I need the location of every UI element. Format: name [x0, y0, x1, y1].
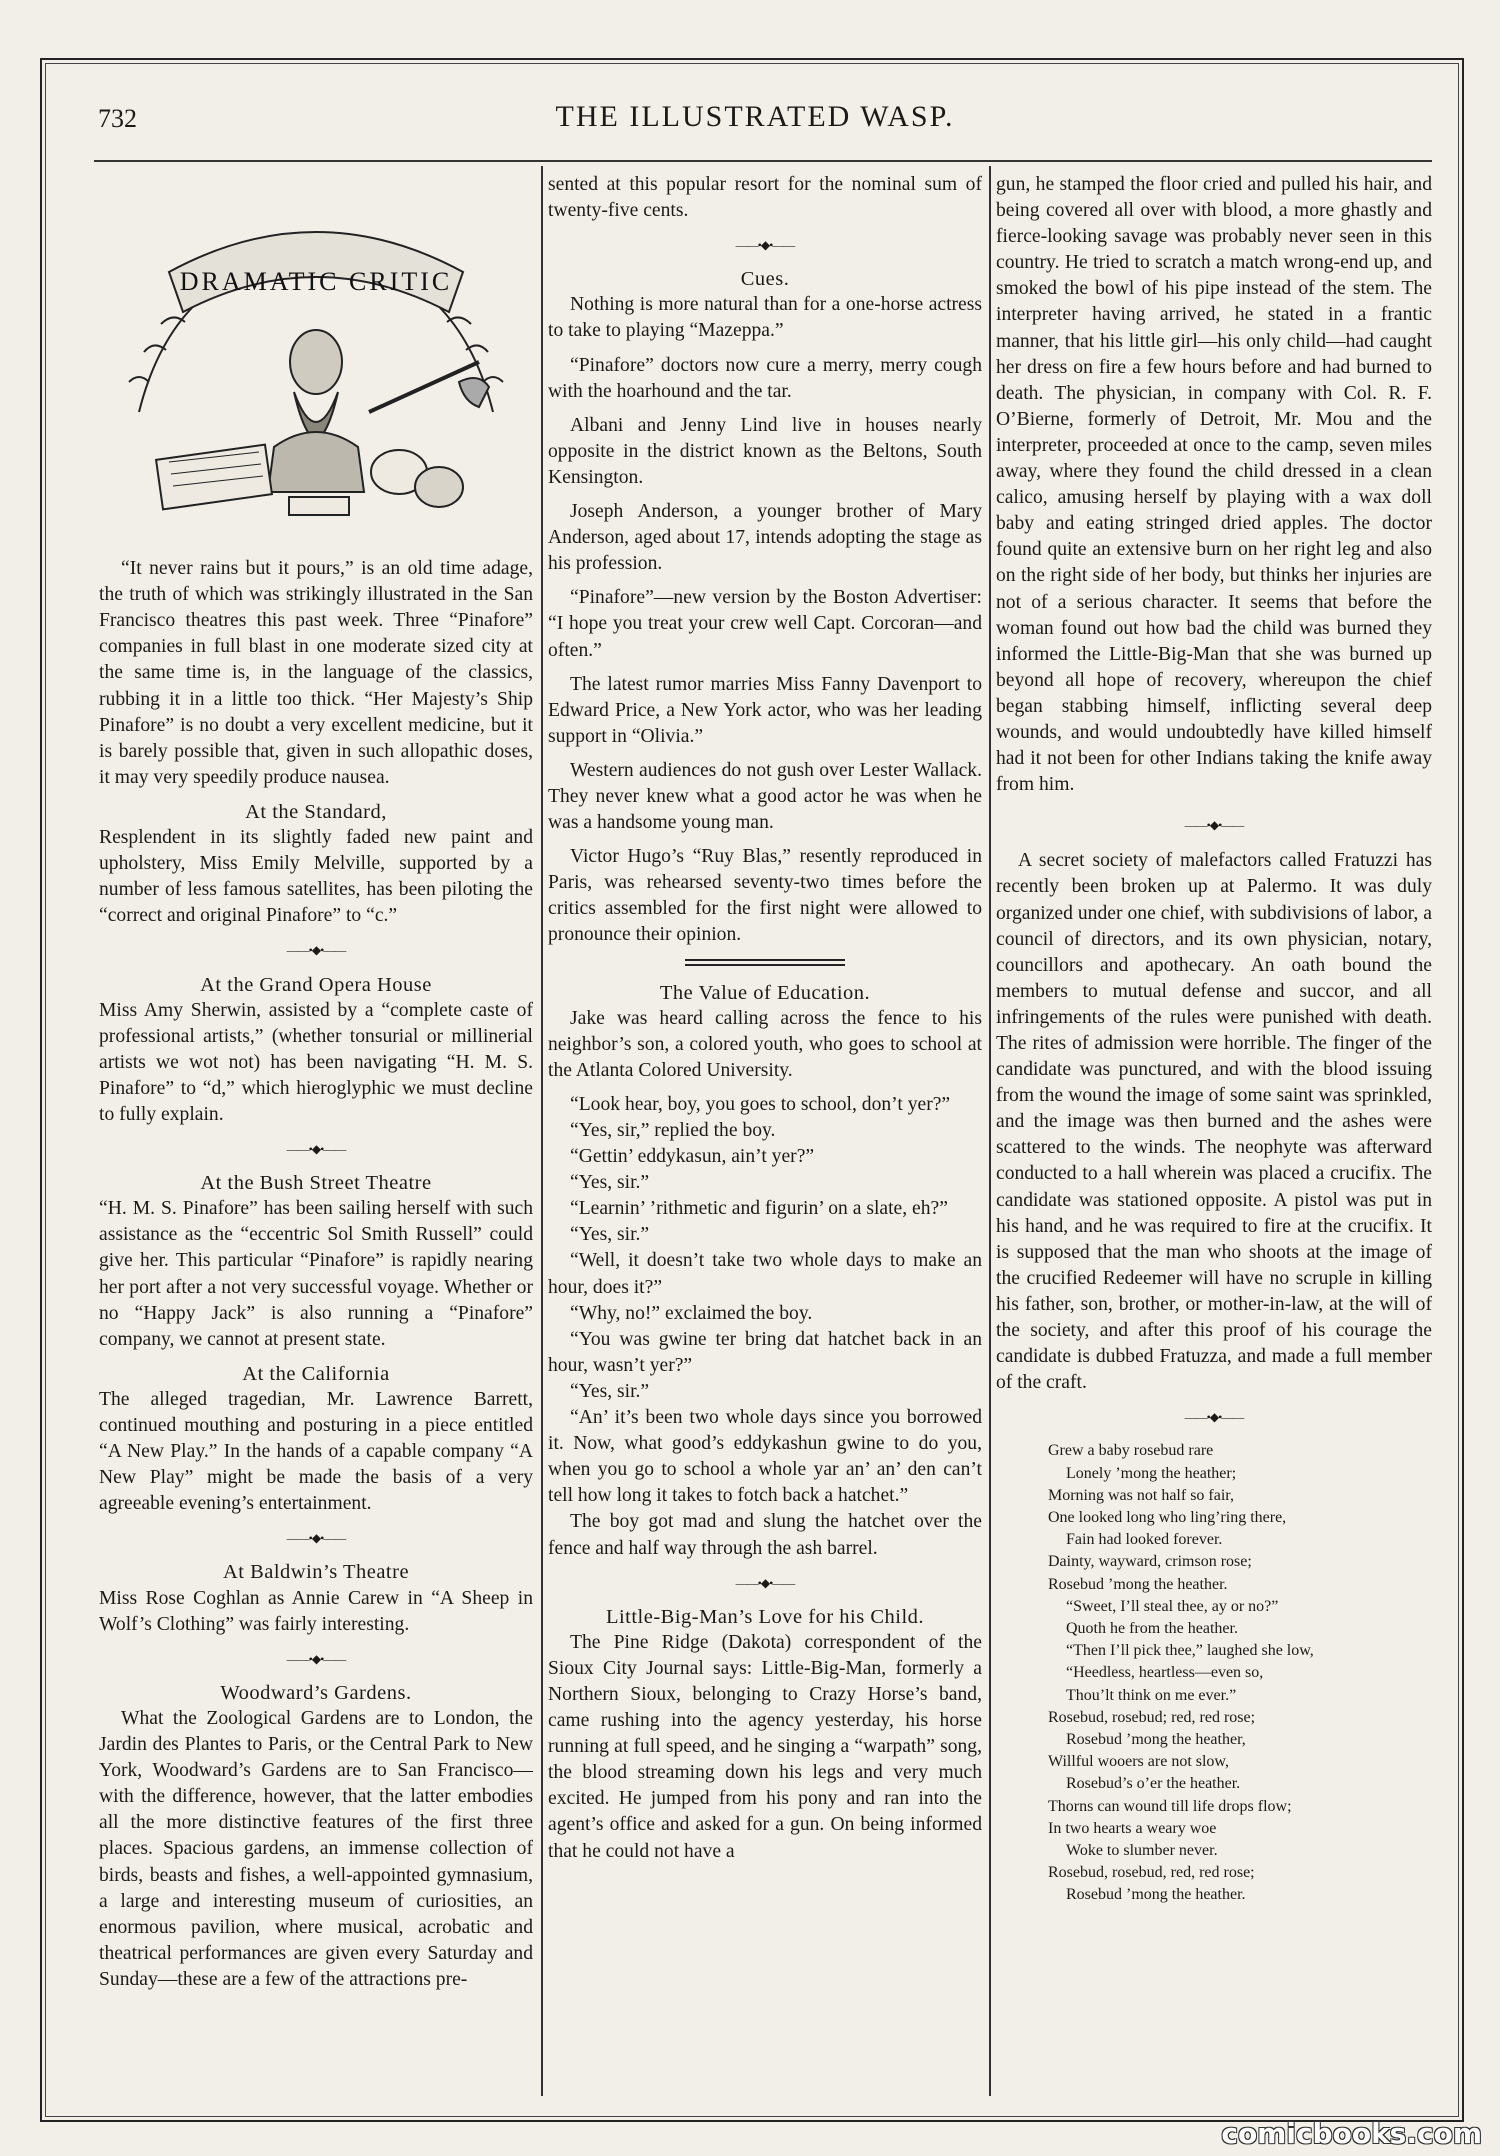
paragraph-continued: sented at this popular resort for the nominal sum of twenty-five cents. [548, 174, 982, 222]
paragraph-woodward: What the Zoological Gardens are to London, the Jardin des Plantes to Paris, or the Central Park to New York, Woodward’s Gardens are to San Francisco—with the difference, however, that the latter embodies all the more distinctive features of the first three places. Spacious gardens, an immense collection of birds, beasts and fishes, a well-appointed gymnasium, a large and interesting museum of curiosities, an enormous pavilion, where musical, acrobatic and theatrical performances are given every Saturday and Sunday—these are a few of the attractions pre- [99, 1707, 533, 1990]
poem-line: Rosebud’s o’er the heather. [1066, 1775, 1241, 1793]
double-rule [685, 959, 845, 966]
heading-cues: Cues. [740, 268, 790, 291]
ornament-divider: ——•◆•—— [735, 1575, 795, 1590]
poem-line: Grew a baby rosebud rare [1048, 1442, 1214, 1460]
rosebud-poem [996, 1440, 1432, 1906]
education-line: Jake was heard calling across the fence to his neighbor’s son, a colored youth, who goes to school at the Atlanta Colored University. [548, 1007, 982, 1081]
heading-education: The Value of Education. [659, 981, 871, 1004]
ornament-divider: ——•◆•—— [1184, 818, 1244, 833]
watermark: comicbooks.com [1221, 2117, 1482, 2150]
poem-line: Dainty, wayward, crimson rose; [1048, 1553, 1252, 1571]
education-line: “Yes, sir.” [570, 1224, 650, 1246]
poem-line: Thou’lt think on me ever.” [1066, 1686, 1237, 1704]
education-line: “You was gwine ter bring dat hatchet back in an hour, wasn’t yer?” [548, 1328, 982, 1376]
education-line: “Yes, sir.” [570, 1380, 650, 1402]
poem-line: Rosebud, rosebud, red, red rose; [1048, 1864, 1255, 1882]
paragraph-bush-street: “H. M. S. Pinafore” has been sailing herself with such assistance as the “eccentric Sol Smith Russell” could give her. This particular “Pinafore” is rapidly nearing her port after a not very successful voyage. Whether or no “Happy Jack” is also running a “Pinafore” company, we cannot at present state. [99, 1198, 533, 1350]
heading-woodward: Woodward’s Gardens. [220, 1681, 412, 1704]
ornament-divider: ——•◆•—— [735, 238, 795, 253]
education-line: “Learnin’ ’rithmetic and figurin’ on a slate, eh?” [570, 1198, 948, 1220]
heading-little-big-man: Little-Big-Man’s Love for his Child. [605, 1605, 925, 1628]
poem-line: Rosebud, rosebud; red, red rose; [1048, 1708, 1256, 1726]
education-line: “Look hear, boy, you goes to school, don’t yer?” [570, 1093, 951, 1115]
heading-standard: At the Standard, [245, 800, 387, 823]
column-3 [996, 172, 1432, 2082]
cue-item: Western audiences do not gush over Lester Wallack. They never knew what a good actor he was when he was a handsome young man. [548, 759, 982, 834]
poem-line: Woke to slumber never. [1066, 1842, 1218, 1860]
paragraph-baldwin: Miss Rose Coghlan as Annie Carew in “A Sheep in Wolf’s Clothing” was fairly interesting. [99, 1587, 533, 1635]
poem-line: One looked long who ling’ring there, [1048, 1509, 1287, 1527]
heading-california: At the California [242, 1362, 390, 1385]
cue-item: “Pinafore” doctors now cure a merry, merry cough with the hoarhound and the tar. [548, 354, 982, 402]
cue-item: Victor Hugo’s “Ruy Blas,” resently reproduced in Paris, was rehearsed seventy-two times before the critics assembled for the first night were allowed to pronounce their opinion. [548, 846, 982, 946]
cue-item: “Pinafore”—new version by the Boston Advertiser: “I hope you treat your crew well Capt. Corcoran—and often.” [548, 587, 982, 661]
heading-bush-street: At the Bush Street Theatre [200, 1172, 432, 1195]
ornament-divider: ——•◆•—— [286, 1651, 346, 1666]
intro-paragraph: “It never rains but it pours,” is an old time adage, the truth of which was strikingly illustrated in the San Francisco theatres this past week. Three “Pinafore” companies in full blast in one moderate sized city at the same time is, in the language of the classics, rubbing it in a little too thick. “Her Majesty’s Ship Pinafore” is no doubt a very excellent medicine, but it is barely possible that, given in such allopathic doses, it may very speedily produce nausea. [99, 558, 533, 788]
poem-line: “Then I’ll pick thee,” laughed she low, [1066, 1642, 1314, 1660]
paragraph-california: The alleged tragedian, Mr. Lawrence Barrett, continued mouthing and posturing in a piece entitled “A New Play.” In the hands of a capable company “A New Play” might be made the basis of a very agreeable evening’s entertainment. [99, 1388, 533, 1515]
paragraph-little-big-man: The Pine Ridge (Dakota) correspondent of the Sioux City Journal says: Little-Big-Man, formerly a Northern Sioux, belonging to Crazy Horse’s band, came rushing into the agency yesterday, his horse running at full speed, and he singing a “warpath” song, the blood streaming down his legs and very much excited. He jumped from his pony and ran into the agent’s office and asked for a gun. On being informed that he could not have a [548, 1631, 982, 1862]
cue-item: The latest rumor marries Miss Fanny Davenport to Edward Price, a New York actor, who was her leading support in “Olivia.” [548, 673, 982, 747]
poem-line: Rosebud ’mong the heather, [1066, 1731, 1246, 1749]
header-rule [94, 160, 1432, 162]
education-line: “Well, it doesn’t take two whole days to make an hour, does it?” [548, 1250, 982, 1298]
paragraph-standard: Resplendent in its slightly faded new paint and upholstery, Miss Emily Melville, supported by a number of less famous satellites, has been piloting the “correct and original Pinafore” to “c.” [99, 827, 533, 927]
ornament-divider: ——•◆•—— [286, 1531, 346, 1546]
poem-line: In two hearts a weary woe [1048, 1819, 1217, 1837]
education-line: “Why, no!” exclaimed the boy. [570, 1302, 813, 1324]
column-rule [989, 166, 991, 2096]
emblem-label: DRAMATIC CRITIC [179, 267, 453, 296]
poem-line: Rosebud ’mong the heather. [1048, 1575, 1228, 1593]
education-line: “Yes, sir,” replied the boy. [570, 1120, 776, 1141]
poem-line: Rosebud ’mong the heather. [1066, 1886, 1246, 1904]
education-line: The boy got mad and slung the hatchet over the fence and half way through the ash barrel. [548, 1511, 982, 1559]
paragraph-grand-opera: Miss Amy Sherwin, assisted by a “complete caste of professional artists,” (whether tonsurial or millinerial artists we wot not) has been navigating “H. M. S. Pinafore” to “d,” which hieroglyphic we must decline to fully explain. [99, 999, 533, 1125]
masthead-title: THE ILLUSTRATED WASP. [555, 100, 955, 133]
column-rule [541, 166, 543, 2096]
poem-line: Fain had looked forever. [1066, 1531, 1223, 1549]
column-2 [548, 172, 982, 2082]
cue-item: Albani and Jenny Lind live in houses nearly opposite in the district known as the Beltons, South Kensington. [548, 414, 982, 488]
page-header [60, 98, 1450, 144]
poem-line: “Heedless, heartless—even so, [1066, 1664, 1264, 1682]
poem-line: Willful wooers are not slow, [1048, 1753, 1229, 1771]
poem-line: Morning was not half so fair, [1048, 1486, 1234, 1504]
ornament-divider: ——•◆•—— [286, 943, 346, 958]
column-1 [99, 172, 533, 2082]
heading-baldwin: At Baldwin’s Theatre [222, 1561, 410, 1584]
paragraph-little-big-man-cont: gun, he stamped the floor cried and pulled his hair, and being covered all over with blood, a more ghastly and fierce-looking savage was probably never seen in this country. He tried to scratch a match wrong-end up, and smoked the bowl of his pipe instead of the stem. The interpreter having arrived, he stated in a frantic manner, that his little girl—his only child—had caught her dress on fire a few hours before and had burned to death. The physician, in company with Col. R. F. O’Bierne, formerly of Detroit, Mr. Mou and the interpreter, proceeded at once to the camp, seven miles away, where they found the child dressed in a clean calico, amusing herself by playing with a wax doll baby and eating stringed dried apples. The doctor found quite an extensive burn on her right leg and also on the right side of her body, but thinks her injuries are not of a serious character. It seems that before the woman found out how bad the child was burned they informed the Little-Big-Man that she was burned up beyond all hope of recovery, whereupon the chief began stabbing himself, inflicting several deep wounds, and would undoubtedly have killed himself had it not been for other Indians taking the knife away from him. [996, 174, 1432, 796]
poem-line: Thorns can wound till life drops flow; [1048, 1797, 1292, 1815]
cue-item: Nothing is more natural than for a one-horse actress to take to playing “Mazeppa.” [548, 294, 982, 342]
poem-line: “Sweet, I’ll steal thee, ay or no?” [1066, 1597, 1279, 1615]
heading-grand-opera: At the Grand Opera House [200, 973, 432, 996]
dramatic-critic-emblem-icon [99, 212, 533, 542]
ornament-divider: ——•◆•—— [1184, 1410, 1244, 1425]
page-number: 732 [98, 104, 137, 133]
poem-line: Quoth he from the heather. [1066, 1620, 1238, 1638]
paragraph-secret-society: A secret society of malefactors called Fratuzzi has recently been broken up at Palermo. It was duly organized under one chief, with subdivisions of labor, a council of directors, and its own physician, notary, councillors and apothecary. An oath bound the members to mutual defense and succor, and all infringements of the rules were punished with death. The rites of admission were horrible. The finger of the candidate was punctured, and with the blood issuing from the wound the image of some saint was sprinkled, and the image was then burned and the ashes were scattered to the winds. The neophyte was afterward conducted to a hall wherein was placed a crucifix. The candidate was stationed opposite. A pistol was put in his hand, and he was required to fire at the crucifix. It is supposed that the man who shoots at the image of the crucified Redeemer will have no scruple in killing his father, son, brother, or mother-in-law, at the will of the society, and after this proof of his courage the candidate is dubbed Fratuzza, and made a full member of the craft. [996, 850, 1432, 1394]
education-line: “An’ it’s been two whole days since you borrowed it. Now, what good’s eddykashun gwine to do you, when you go to school a whole yar an’ an’ den can’t tell how long it takes to fotch back a hatchet.” [548, 1407, 982, 1507]
ornament-divider: ——•◆•—— [286, 1142, 346, 1157]
poem-line: Lonely ’mong the heather; [1066, 1464, 1237, 1482]
cue-item: Joseph Anderson, a younger brother of Mary Anderson, aged about 17, intends adopting the stage as his profession. [548, 501, 982, 575]
education-line: “Gettin’ eddykasun, ain’t yer?” [570, 1146, 815, 1168]
education-line: “Yes, sir.” [570, 1172, 650, 1194]
